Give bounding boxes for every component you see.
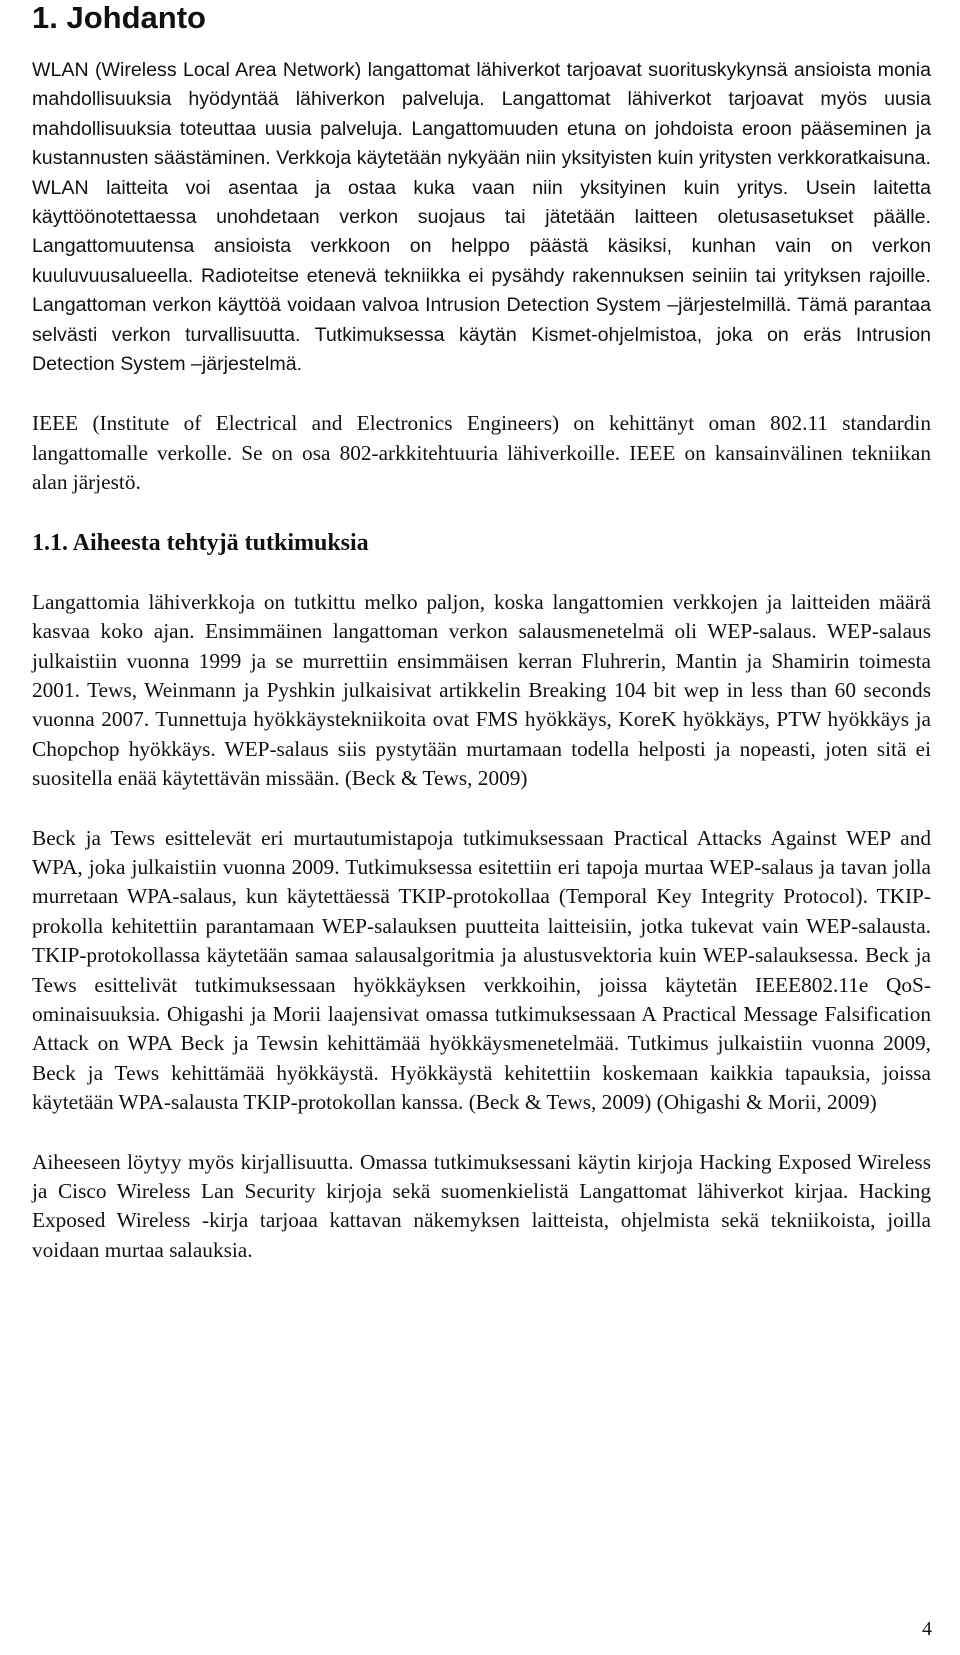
document-page [32, 0, 931, 1265]
paragraph-gap [32, 498, 931, 528]
paragraph-gap [32, 379, 931, 409]
research-paragraph-1: Langattomia lähiverkkoja on tutkittu melko paljon, koska langattomien verkkojen ja laitteiden määrä kasvaa koko ajan. Ensimmäinen langattoman verkon salausmenetelmä oli WEP-salaus. WEP-salaus julkaistiin vuonna 1999 ja se murrettiin ensimmäisen kerran Fluhrerin, Mantin ja Shamirin toimesta 2001. Tews, Weinmann ja Pyshkin julkaisivat artikkelin Breaking 104 bit wep in less than 60 seconds vuonna 2007. Tunnettuja hyökkäystekniikoita ovat FMS hyökkäys, KoreK hyökkäys, PTW hyökkäys ja Chopchop hyökkäys. WEP-salaus siis pystytään murtamaan todella helposti ja nopeasti, joten sitä ei suositella enää käytettävän missään. (Beck & Tews, 2009) [32, 589, 931, 791]
paragraph-gap [32, 1118, 931, 1148]
ieee-paragraph: IEEE (Institute of Electrical and Electronics Engineers) on kehittänyt oman 802.11 standardin langattomalle verkolle. Se on osa 802-arkkitehtuuria lähiverkoille. IEEE on kansainvälinen tekniikan alan järjestö. [32, 411, 931, 495]
paragraph-gap [32, 794, 931, 824]
research-paragraph-2: Beck ja Tews esittelevät eri murtautumistapoja tutkimuksessaan Practical Attacks Against WEP and WPA, joka julkaistiin vuonna 2009. Tutkimuksessa esitettiin eri tapoja murtaa WEP-salaus ja tavan jolla murretaan WPA-salaus, kun käytettäessä TKIP-protokollaa (Temporal Key Integrity Protocol). TKIP-prokolla kehitettiin parantamaan WEP-salauksen puutteita laitteisiin, jotka tukevat vain WEP-salausta. TKIP-protokollassa käytetään samaa salausalgoritmia ja alustusvektoria kuin WEP-salauksessa. Beck ja Tews esittelivät tutkimuksessaan hyökkäyksen verkkoihin, joissa käytetän IEEE802.11e QoS-ominaisuuksia. Ohigashi ja Morii laajensivat omassa tutkimuksessaan A Practical Message Falsification Attack on WPA Beck ja Tewsin kehittämää hyökkäysmenetelmää. Tutkimus julkaistiin vuonna 2009, Beck ja Tews kehittämää hyökkäystä. Hyökkäystä kehitettiin koskemaan kaikkia tapauksia, joissa käytetään WPA-salausta TKIP-protokollan kanssa. (Beck & Tews, 2009) (Ohigashi & Morii, 2009) [32, 825, 931, 1115]
chapter-heading: 1. Johdanto [32, 0, 206, 35]
page-number: 4 [922, 1618, 932, 1640]
literature-paragraph: Aiheeseen löytyy myös kirjallisuutta. Omassa tutkimuksessani käytin kirjoja Hacking Exposed Wireless ja Cisco Wireless Lan Security kirjoja sekä suomenkielistä Langattomat lähiverkot kirjaa. Hacking Exposed Wireless -kirja tarjoaa kattavan näkemyksen laitteista, ohjelmista sekä tekniikoista, joilla voidaan murtaa salauksia. [32, 1149, 931, 1262]
intro-paragraph: WLAN (Wireless Local Area Network) langattomat lähiverkot tarjoavat suorituskykynsä ansioista monia mahdollisuuksia hyödyntää lähiverkon palveluja. Langattomat lähiverkot tarjoavat myös uusia mahdollisuuksia toteuttaa uusia palveluja. Langattomuuden etuna on johdoista eroon pääseminen ja kustannusten säästäminen. Verkkoja käytetään nykyään niin yksityisten kuin yritysten verkkoratkaisuna. WLAN laitteita voi asentaa ja ostaa kuka vaan niin yksityinen kuin yritys. Usein laitetta käyttöönotettaessa unohdetaan verkon suojaus tai jätetään laitteen oletusasetukset päälle. Langattomuutensa ansioista verkkoon on helppo päästä käsiksi, kunhan vain on verkon kuuluvuusalueella. Radioteitse etenevä tekniikka ei pysähdy rakennuksen seiniin tai yrityksen rajoille. Langattoman verkon käyttöä voidaan valvoa Intrusion Detection System –järjestelmillä. Tämä parantaa selvästi verkon turvallisuutta. Tutkimuksessa käytän Kismet-ohjelmistoa, joka on eräs Intrusion Detection System –järjestelmä. [32, 59, 931, 376]
section-heading: 1.1. Aiheesta tehtyjä tutkimuksia [32, 529, 369, 556]
